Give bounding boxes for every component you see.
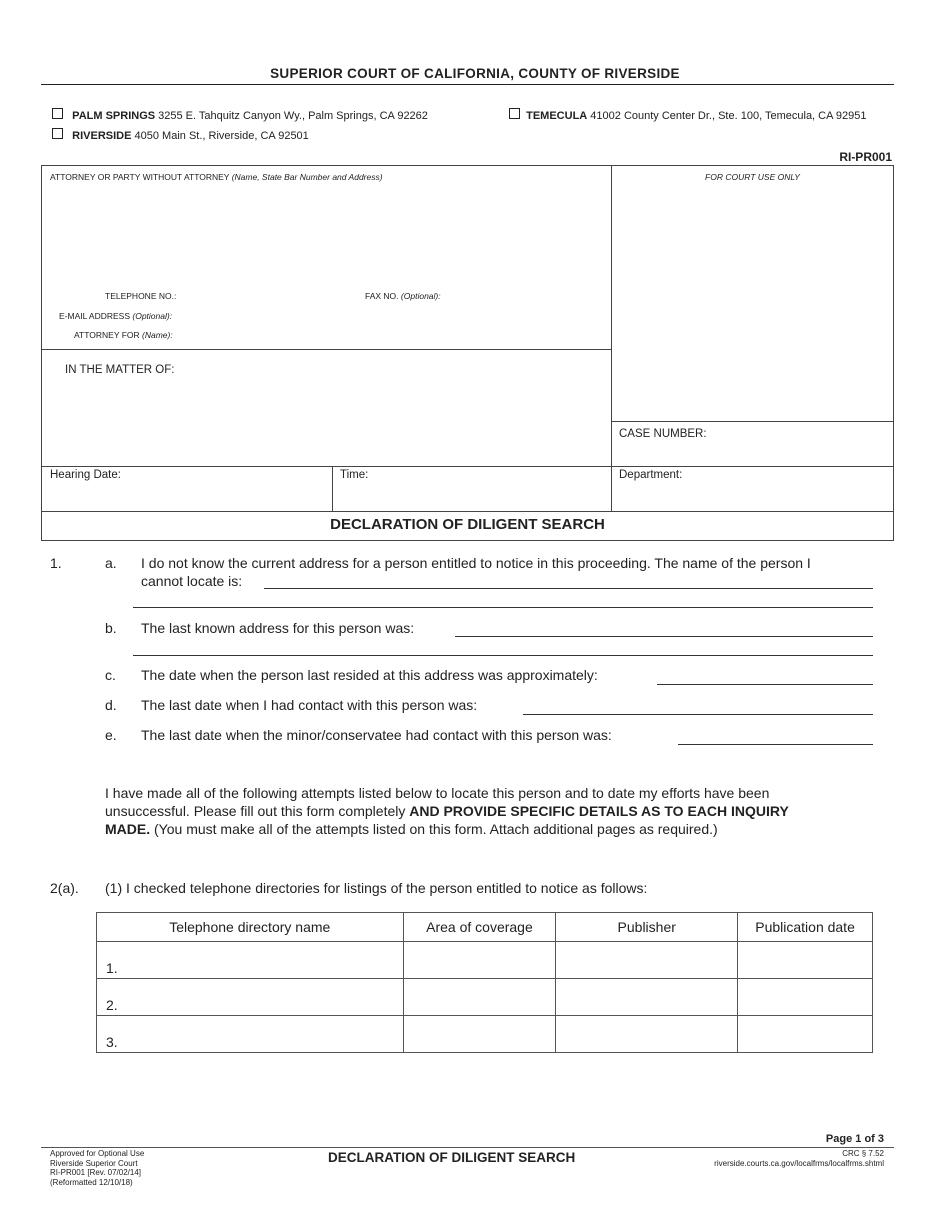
time-box[interactable] [332, 466, 612, 512]
temecula-address: 41002 County Center Dr., Ste. 100, Temecula, CA 92951 [590, 110, 867, 122]
fax-label-text: FAX NO. [365, 291, 399, 301]
footer-rule [41, 1147, 894, 1148]
item-1d-letter: d. [105, 697, 117, 713]
email-label [59, 311, 172, 321]
attorney-label-text: ATTORNEY OR PARTY WITHOUT ATTORNEY [50, 172, 230, 182]
attorney-for-label [74, 330, 173, 340]
location-temecula [509, 108, 867, 122]
contact-date-line[interactable] [523, 714, 873, 715]
row-1-date-cell[interactable] [738, 942, 873, 979]
attorney-label-hint: (Name, State Bar Number and Address) [231, 172, 383, 182]
telephone-label: TELEPHONE NO.: [105, 291, 177, 301]
item-1d-text: The last date when I had contact with this person was: [141, 697, 478, 713]
approved-line-1: Approved for Optional Use [50, 1149, 145, 1158]
resided-date-line[interactable] [657, 684, 873, 685]
instructions-line-1: I have made all of the following attempts listed below to locate this person and to date my efforts have been [105, 785, 770, 801]
item-2a-text: (1) I checked telephone directories for listings of the person entitled to notice as follows: [105, 880, 648, 896]
form-id: RI-PR001 [839, 150, 892, 164]
item-1b-text: The last known address for this person was: [141, 620, 415, 636]
row-3-date-cell[interactable] [738, 1016, 873, 1053]
approved-line-2: Riverside Superior Court [50, 1158, 138, 1168]
header-rule [41, 84, 894, 85]
court-use-box [611, 165, 894, 422]
col-publisher: Publisher [556, 913, 738, 942]
palm-springs-name: PALM SPRINGS [72, 110, 156, 122]
court-use-label: FOR COURT USE ONLY [705, 172, 800, 182]
item-1c-text: The date when the person last resided at this address was approximately: [141, 667, 598, 683]
item-1b-letter: b. [105, 620, 117, 636]
fax-label [365, 291, 441, 301]
row-1-directory-cell[interactable]: 1. [97, 942, 404, 979]
row-1-publisher-cell[interactable] [556, 942, 738, 979]
case-number-label: CASE NUMBER: [619, 428, 707, 440]
attorney-for-text: ATTORNEY FOR [74, 330, 140, 340]
item-1e-text: The last date when the minor/conservatee had contact with this person was: [141, 727, 612, 743]
approved-line-4: (Reformatted 12/10/18) [50, 1177, 133, 1187]
item-1a-text-1: I do not know the current address for a person entitled to notice in this proceeding. The name of the person I [141, 555, 811, 571]
item-2a-number: 2(a). [50, 880, 79, 896]
item-1-number: 1. [50, 555, 62, 571]
row-3-directory-cell[interactable]: 3. [97, 1016, 404, 1053]
row-2-directory-cell[interactable]: 2. [97, 979, 404, 1016]
last-address-line-1[interactable] [455, 636, 873, 637]
riverside-name: RIVERSIDE [72, 130, 132, 142]
department-label: Department: [619, 469, 683, 481]
instructions-line-3-bold: MADE. [105, 821, 151, 837]
attorney-for-hint: (Name): [142, 330, 173, 340]
row-2-coverage-cell[interactable] [403, 979, 556, 1016]
attorney-box[interactable] [41, 165, 612, 350]
approved-block [50, 1149, 144, 1187]
instructions-line-2-bold: AND PROVIDE SPECIFIC DETAILS AS TO EACH INQUIRY [409, 803, 789, 819]
person-name-line-2[interactable] [133, 607, 873, 608]
last-address-line-2[interactable] [133, 655, 873, 656]
instructions-line-3 [105, 821, 718, 837]
attorney-label [50, 172, 383, 182]
col-publication-date: Publication date [738, 913, 873, 942]
court-title: SUPERIOR COURT OF CALIFORNIA, COUNTY OF RIVERSIDE [270, 66, 680, 81]
telephone-directory-table [96, 912, 873, 1053]
email-label-text: E-MAIL ADDRESS [59, 311, 131, 321]
email-label-hint: (Optional): [132, 311, 173, 321]
col-area-coverage: Area of coverage [403, 913, 556, 942]
form-title: DECLARATION OF DILIGENT SEARCH [330, 516, 605, 533]
row-2-date-cell[interactable] [738, 979, 873, 1016]
location-palm-springs [52, 108, 428, 122]
matter-of-label: IN THE MATTER OF: [65, 364, 175, 376]
palm-springs-address: 3255 E. Tahquitz Canyon Wy., Palm Springs, CA 92262 [158, 110, 428, 122]
approved-line-3: RI-PR001 [Rev. 07/02/14] [50, 1168, 142, 1177]
table-row [97, 1016, 873, 1053]
item-1e-letter: e. [105, 727, 117, 743]
instructions-line-2 [105, 803, 789, 819]
row-2-publisher-cell[interactable] [556, 979, 738, 1016]
instructions-line-3-plain: (You must make all of the attempts listed on this form. Attach additional pages as required.) [150, 821, 718, 837]
page-number: Page 1 of 3 [825, 1133, 884, 1145]
row-3-coverage-cell[interactable] [403, 1016, 556, 1053]
col-directory-name: Telephone directory name [97, 913, 404, 942]
crc-rule: CRC § 7.52 [842, 1149, 884, 1158]
hearing-date-label: Hearing Date: [50, 469, 121, 481]
fax-label-hint: (Optional): [400, 291, 441, 301]
table-header-row [97, 913, 873, 942]
location-riverside [52, 128, 309, 142]
item-1c-letter: c. [105, 667, 116, 683]
riverside-checkbox[interactable] [52, 128, 63, 139]
item-1a-text-2: cannot locate is: [141, 573, 243, 589]
person-name-line-1[interactable] [264, 588, 873, 589]
temecula-checkbox[interactable] [509, 108, 520, 119]
table-row [97, 979, 873, 1016]
palm-springs-checkbox[interactable] [52, 108, 63, 119]
table-row [97, 942, 873, 979]
minor-contact-date-line[interactable] [678, 744, 873, 745]
footer-ref [714, 1149, 884, 1168]
instructions-line-2-plain: unsuccessful. Please fill out this form completely [105, 803, 410, 819]
riverside-address: 4050 Main St., Riverside, CA 92501 [134, 130, 309, 142]
time-label: Time: [340, 469, 369, 481]
court-url[interactable]: riverside.courts.ca.gov/localfrms/localfrms.shtml [714, 1158, 884, 1168]
row-3-publisher-cell[interactable] [556, 1016, 738, 1053]
item-1a-letter: a. [105, 555, 117, 571]
footer-title: DECLARATION OF DILIGENT SEARCH [328, 1150, 576, 1165]
row-1-coverage-cell[interactable] [403, 942, 556, 979]
temecula-name: TEMECULA [526, 110, 588, 122]
